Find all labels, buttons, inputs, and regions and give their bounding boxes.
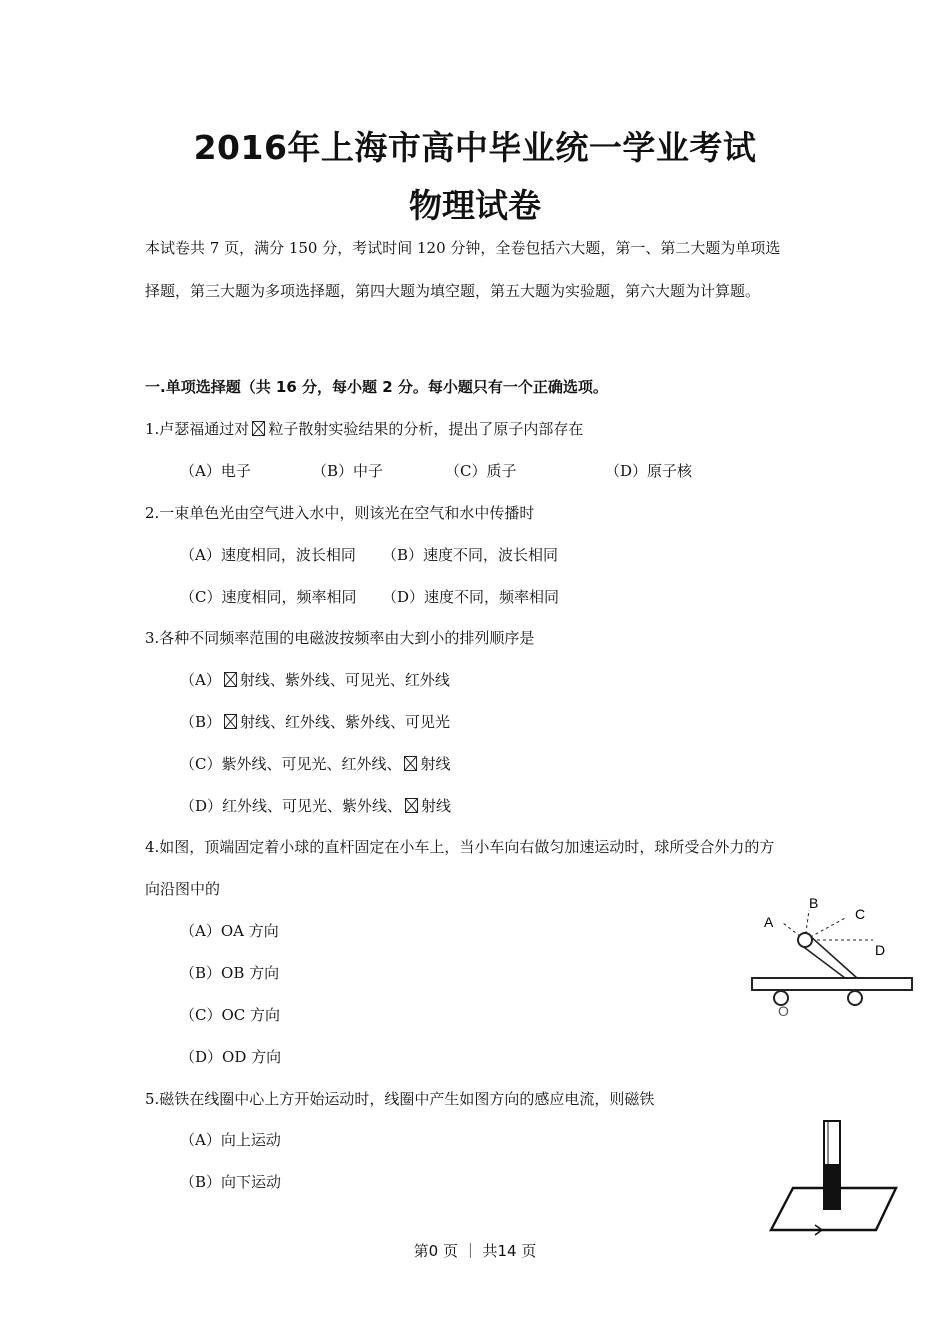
missing-glyph-gamma-icon [405,798,418,813]
page-footer: 第0 页 ｜ 共14 页 [413,1242,537,1260]
question-5-stem: 5.磁铁在线圈中心上方开始运动时，线圈中产生如图方向的感应电流，则磁铁 [145,1090,655,1108]
magnet-bottom-half [824,1165,840,1209]
q2-option-d: （D）速度不同，频率相同 [382,588,560,606]
q5-option-a: （A）向上运动 [180,1131,281,1149]
q5-option-b: （B）向下运动 [180,1173,282,1191]
q1-option-a: （A）电子 [180,462,251,480]
ball [798,933,812,947]
q2-option-c: （C）速度相同，频率相同 [180,588,357,606]
missing-glyph-gamma-icon [404,756,417,771]
label-b: B [809,895,819,911]
question-4-stem-line-2: 向沿图中的 [145,880,221,898]
q3-option-a [180,669,450,690]
q3-d-end: 射线 [421,797,452,815]
exam-title: 2016年上海市高中毕业统一学业考试 [193,128,757,167]
q1-stem-end: 粒子散射实验结果的分析，提出了原子内部存在 [268,420,584,438]
q3-option-b [180,711,450,732]
intro-line-1: 本试卷共 7 页，满分 150 分，考试时间 120 分钟，全卷包括六大题，第一、第二大题为单项选 [145,239,781,257]
q1-option-d: （D）原子核 [605,462,693,480]
question-3-stem: 3.各种不同频率范围的电磁波按频率由大到小的排列顺序是 [145,629,535,647]
q1-option-c: （C）质子 [445,462,517,480]
q3-a-text: 射线、紫外线、可见光、红外线 [239,671,450,689]
section-heading: 一.单项选择题（共 16 分，每小题 2 分。每小题只有一个正确选项。 [145,378,608,396]
cart-rod-ball-figure [745,890,925,1020]
label-a: A [764,914,774,930]
q4-option-b: （B）OB 方向 [180,964,280,982]
q3-b-label: （B） [180,713,222,731]
q3-option-d [180,795,451,816]
label-d: D [875,942,886,958]
intro-line-2: 择题，第三大题为多项选择题，第四大题为填空题，第五大题为实验题，第六大题为计算题。 [145,282,761,300]
missing-glyph-gamma-icon [224,714,237,729]
q2-option-b: （B）速度不同，波长相同 [382,546,559,564]
q2-option-a: （A）速度相同，波长相同 [180,546,356,564]
q1-option-b: （B）中子 [312,462,384,480]
cart-body [752,978,912,990]
label-o: O [778,1003,789,1019]
q3-c-text: （C）紫外线、可见光、红外线、 [180,755,402,773]
missing-glyph-gamma-icon [224,672,237,687]
q4-option-c: （C）OC 方向 [180,1006,281,1024]
q3-d-text: （D）红外线、可见光、紫外线、 [180,797,403,815]
label-c: C [855,906,866,922]
q3-c-end: 射线 [420,755,451,773]
magnet-coil-figure [765,1115,905,1235]
question-2-stem: 2.一束单色光由空气进入水中，则该光在空气和水中传播时 [145,504,535,522]
q3-b-text: 射线、红外线、紫外线、可见光 [240,713,451,731]
cart-wheel-right [848,991,862,1005]
exam-subtitle: 物理试卷 [409,186,541,225]
missing-glyph-alpha-icon [252,421,265,436]
question-1-stem [145,418,583,439]
question-4-stem-line-1: 4.如图，顶端固定着小球的直杆固定在小车上，当小车向右做匀加速运动时，球所受合外力的方 [145,838,775,856]
q3-a-label: （A） [180,671,221,689]
q4-option-a: （A）OA 方向 [180,922,279,940]
q3-option-c [180,753,451,774]
q4-option-d: （D）OD 方向 [180,1048,282,1066]
q1-stem-start: 1.卢瑟福通过对 [145,420,250,438]
